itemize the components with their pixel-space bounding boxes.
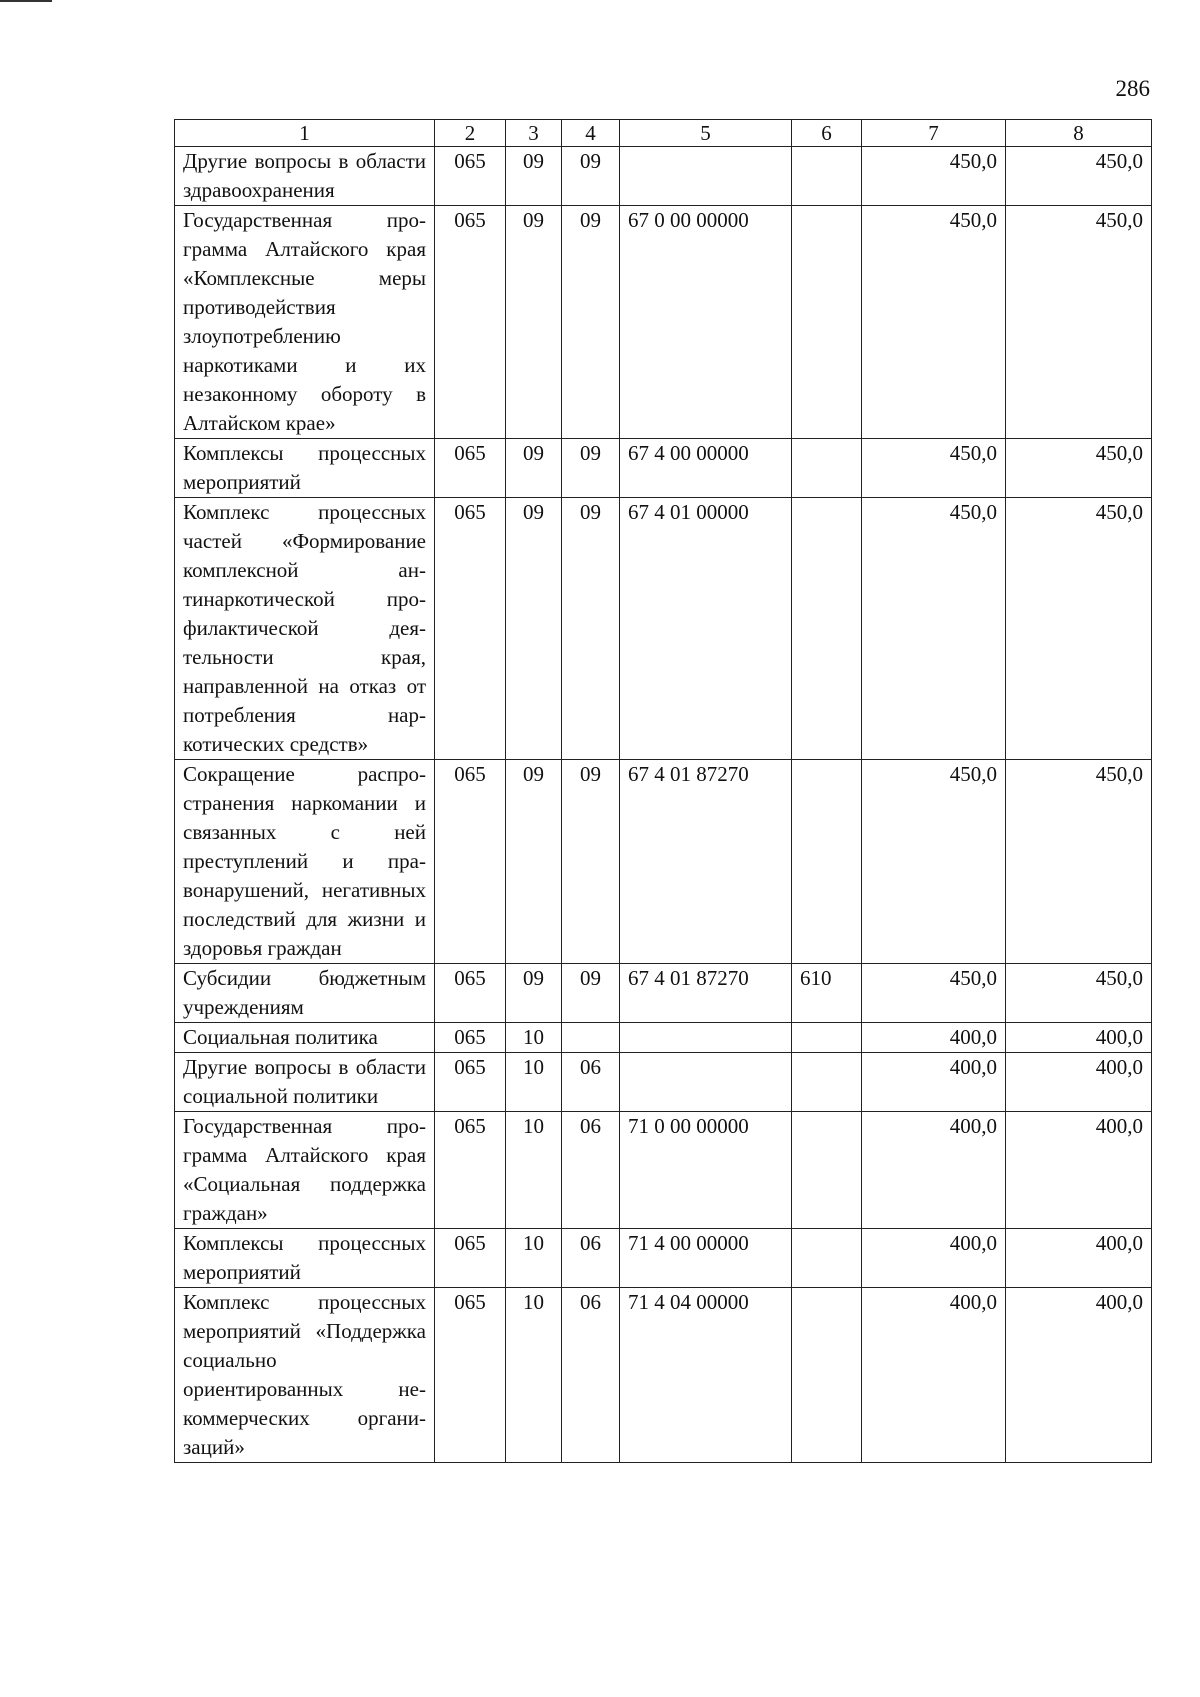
expense-type-cell <box>792 498 862 760</box>
amount-col8-cell: 400,0 <box>1006 1053 1152 1112</box>
page-number: 286 <box>1115 76 1150 101</box>
target-article-cell: 67 4 01 87270 <box>620 760 792 964</box>
amount-col7-cell: 450,0 <box>862 498 1006 760</box>
table-row <box>175 1112 1152 1229</box>
column-header: 1 <box>175 120 435 147</box>
section-cell: 10 <box>506 1112 562 1229</box>
budget-table <box>174 119 1152 1463</box>
row-name-cell: Социальная политика <box>175 1023 435 1053</box>
table-row <box>175 147 1152 206</box>
amount-col8-cell: 400,0 <box>1006 1023 1152 1053</box>
expense-type-cell <box>792 147 862 206</box>
section-cell: 10 <box>506 1288 562 1463</box>
subsection-cell: 06 <box>562 1053 620 1112</box>
admin-code-cell: 065 <box>435 1053 506 1112</box>
table-row <box>175 1288 1152 1463</box>
amount-col8-cell: 450,0 <box>1006 760 1152 964</box>
amount-col7-cell: 400,0 <box>862 1229 1006 1288</box>
target-article-cell <box>620 1053 792 1112</box>
table-row <box>175 206 1152 439</box>
expense-type-cell <box>792 1229 862 1288</box>
section-cell: 10 <box>506 1053 562 1112</box>
table-row <box>175 498 1152 760</box>
admin-code-cell: 065 <box>435 1229 506 1288</box>
expense-type-cell <box>792 1053 862 1112</box>
table-row <box>175 964 1152 1023</box>
column-header: 5 <box>620 120 792 147</box>
section-cell: 09 <box>506 498 562 760</box>
admin-code-cell: 065 <box>435 206 506 439</box>
table-row <box>175 760 1152 964</box>
column-header: 7 <box>862 120 1006 147</box>
target-article-cell: 71 0 00 00000 <box>620 1112 792 1229</box>
expense-type-cell <box>792 439 862 498</box>
amount-col7-cell: 450,0 <box>862 206 1006 439</box>
subsection-cell: 09 <box>562 964 620 1023</box>
row-name-cell: Другие вопросы в области социальной политики <box>175 1053 435 1112</box>
section-cell: 09 <box>506 964 562 1023</box>
admin-code-cell: 065 <box>435 1023 506 1053</box>
target-article-cell: 67 4 00 00000 <box>620 439 792 498</box>
amount-col8-cell: 450,0 <box>1006 498 1152 760</box>
column-header: 4 <box>562 120 620 147</box>
amount-col8-cell: 450,0 <box>1006 964 1152 1023</box>
row-name-cell: Комплекс процессных мероприятий «Поддержка социально ориентированных некоммерческих организаций» <box>175 1288 435 1463</box>
amount-col8-cell: 450,0 <box>1006 147 1152 206</box>
target-article-cell <box>620 147 792 206</box>
column-number-row <box>175 120 1152 147</box>
expense-type-cell <box>792 1288 862 1463</box>
target-article-cell: 71 4 04 00000 <box>620 1288 792 1463</box>
target-article-cell <box>620 1023 792 1053</box>
scan-corner-mark <box>0 0 52 2</box>
amount-col7-cell: 450,0 <box>862 439 1006 498</box>
subsection-cell <box>562 1023 620 1053</box>
target-article-cell: 67 4 01 00000 <box>620 498 792 760</box>
target-article-cell: 67 4 01 87270 <box>620 964 792 1023</box>
row-name-cell: Государственная программа Алтайского края «Социальная поддержка граждан» <box>175 1112 435 1229</box>
target-article-cell: 71 4 00 00000 <box>620 1229 792 1288</box>
row-name-cell: Комплекс процессных частей «Формирование комплексной антинаркотической профилактической деятельности края, направленной на отказ от потребления наркотических средств» <box>175 498 435 760</box>
amount-col7-cell: 400,0 <box>862 1023 1006 1053</box>
amount-col7-cell: 400,0 <box>862 1288 1006 1463</box>
admin-code-cell: 065 <box>435 760 506 964</box>
table-row <box>175 439 1152 498</box>
section-cell: 09 <box>506 206 562 439</box>
amount-col7-cell: 400,0 <box>862 1053 1006 1112</box>
subsection-cell: 06 <box>562 1288 620 1463</box>
section-cell: 09 <box>506 439 562 498</box>
column-header: 3 <box>506 120 562 147</box>
amount-col8-cell: 400,0 <box>1006 1229 1152 1288</box>
row-name-cell: Другие вопросы в области здравоохранения <box>175 147 435 206</box>
admin-code-cell: 065 <box>435 964 506 1023</box>
expense-type-cell: 610 <box>792 964 862 1023</box>
subsection-cell: 06 <box>562 1229 620 1288</box>
admin-code-cell: 065 <box>435 1288 506 1463</box>
amount-col7-cell: 450,0 <box>862 147 1006 206</box>
subsection-cell: 09 <box>562 498 620 760</box>
admin-code-cell: 065 <box>435 1112 506 1229</box>
column-header: 2 <box>435 120 506 147</box>
subsection-cell: 09 <box>562 760 620 964</box>
amount-col7-cell: 450,0 <box>862 964 1006 1023</box>
section-cell: 09 <box>506 760 562 964</box>
expense-type-cell <box>792 1023 862 1053</box>
expense-type-cell <box>792 760 862 964</box>
section-cell: 09 <box>506 147 562 206</box>
subsection-cell: 09 <box>562 147 620 206</box>
row-name-cell: Государственная программа Алтайского края «Комплексные меры противодействия злоупотреблению наркотиками и их незаконному обороту в Алтайском крае» <box>175 206 435 439</box>
table-row <box>175 1023 1152 1053</box>
admin-code-cell: 065 <box>435 439 506 498</box>
amount-col7-cell: 400,0 <box>862 1112 1006 1229</box>
row-name-cell: Комплексы процессных мероприятий <box>175 439 435 498</box>
table-body <box>175 147 1152 1463</box>
table-row <box>175 1229 1152 1288</box>
amount-col8-cell: 450,0 <box>1006 206 1152 439</box>
section-cell: 10 <box>506 1229 562 1288</box>
admin-code-cell: 065 <box>435 147 506 206</box>
section-cell: 10 <box>506 1023 562 1053</box>
expense-type-cell <box>792 1112 862 1229</box>
column-header: 8 <box>1006 120 1152 147</box>
subsection-cell: 09 <box>562 439 620 498</box>
amount-col8-cell: 400,0 <box>1006 1112 1152 1229</box>
subsection-cell: 06 <box>562 1112 620 1229</box>
expense-type-cell <box>792 206 862 439</box>
admin-code-cell: 065 <box>435 498 506 760</box>
row-name-cell: Комплексы процессных мероприятий <box>175 1229 435 1288</box>
amount-col8-cell: 450,0 <box>1006 439 1152 498</box>
row-name-cell: Сокращение распространения наркомании и связанных с ней преступлений и правонарушений, негативных последствий для жизни и здоровья граждан <box>175 760 435 964</box>
amount-col8-cell: 400,0 <box>1006 1288 1152 1463</box>
target-article-cell: 67 0 00 00000 <box>620 206 792 439</box>
amount-col7-cell: 450,0 <box>862 760 1006 964</box>
table-row <box>175 1053 1152 1112</box>
row-name-cell: Субсидии бюджетным учреждениям <box>175 964 435 1023</box>
subsection-cell: 09 <box>562 206 620 439</box>
column-header: 6 <box>792 120 862 147</box>
